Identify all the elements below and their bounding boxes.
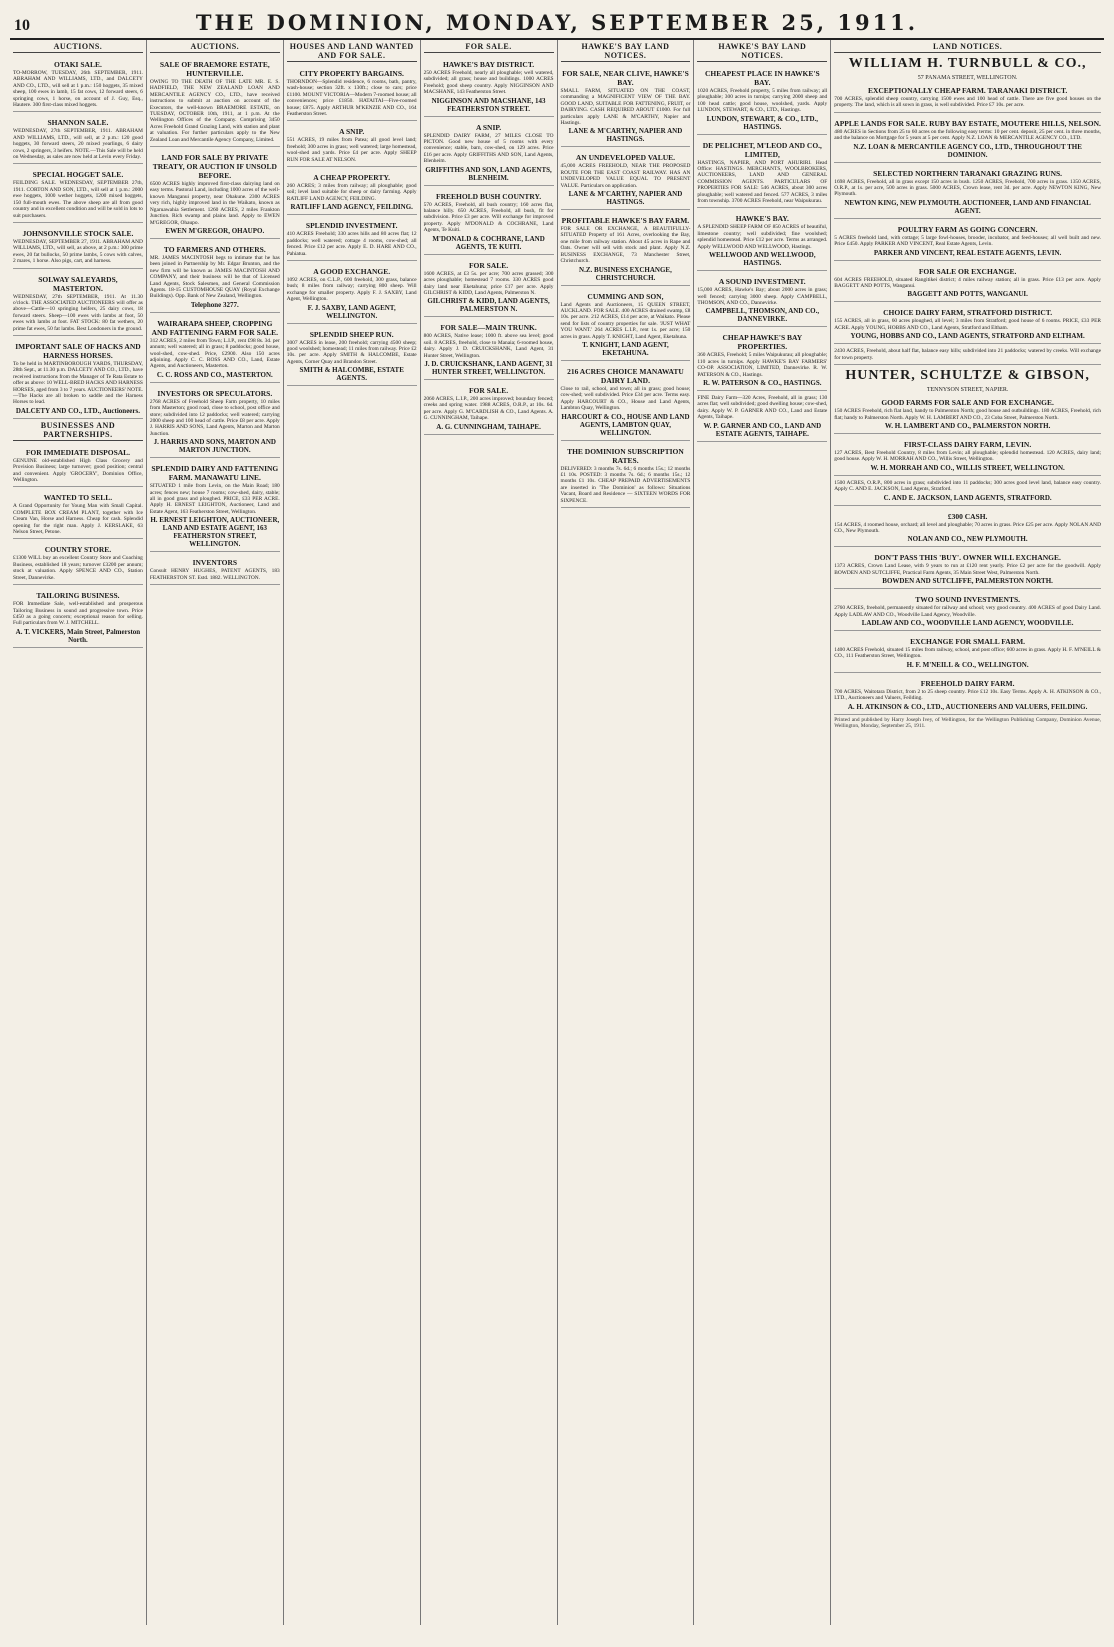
advertisement xyxy=(424,188,554,255)
publisher-imprint: Printed and published by Harry Joseph Ivey, of Wellington, for the Wellington Publishing Company, Dominion Avenue, Wellington, Monday, September 25, 1911. xyxy=(834,716,1101,729)
advertisement xyxy=(150,460,280,552)
column-header: FOR SALE. xyxy=(424,42,554,53)
ad-body-text: FOR Immediate Sale, well-established and prosperous Tailoring Business in sound and progressive town. Price £450 as a going concern; exceptional reason for selling. Full particulars from W. J. MITCHELL. xyxy=(13,601,143,627)
column-1 xyxy=(10,40,147,1625)
advertiser-banner: HUNTER, SCHULTZE & GIBSON, xyxy=(845,368,1090,384)
ad-heading: IMPORTANT SALE OF HACKS AND HARNESS HORSES. xyxy=(15,341,141,360)
ad-body-text: 312 ACRES, 2 miles from Town; L.I.P., rent £98 8s. 3d. per annum; well watered; all in grass; 8 paddocks; good house, wool-shed, cow-shed. Price, £2900. Also 150 acres adjoining. Apply C. C. ROSS AND CO., Land, Estate Agents, and Auctioneers, Masterton. xyxy=(149,337,280,370)
ad-body-text: 2760 ACRES, freehold, permanently situated for railway and school; very good country. 400 ACRES of good Dairy Land. Apply LADLAW AND CO., Woodville Land Agency, Woodville. xyxy=(834,605,1101,618)
ad-advertiser: F. J. SAXBY, LAND AGENT, WELLINGTON. xyxy=(307,303,396,320)
ad-advertiser: GILCHRIST & KIDD, LAND AGENTS, PALMERSTON N. xyxy=(427,297,550,314)
ad-advertiser: C. AND E. JACKSON, LAND AGENTS, STRATFORD. xyxy=(883,493,1052,502)
ad-advertiser: J. D. CRUICKSHANK, LAND AGENT, 31 HUNTER STREET, WELLINGTON. xyxy=(424,359,553,376)
ad-body-text: WEDNESDAY, 27th SEPTEMBER, 1911. At 11.30 o'clock. THE ASSOCIATED AUCTIONEERS will offer as above—Cattle—10 springing heifers, 25 dairy cows, 18 forward steers. Sheep—100 ewes with lambs at foot, 50 ewes with lambs at foot. FAT STOCK: 80 fat wethers, 20 prime fat ewes, 50 fat lambs. Best Londoners in the ground. xyxy=(13,293,143,332)
advertisement xyxy=(834,263,1101,303)
ad-body-text: 1092 ACRES, on C.L.P., 600 freehold, 300 grass, balance bush; 8 miles from railway; carrying 800 sheep. Will exchange for smaller property. Apply F. J. SAXBY, Land Agent, Wellington. xyxy=(286,276,417,303)
ad-advertiser: C. C. ROSS AND CO., MASTERTON. xyxy=(156,370,273,379)
advertisement xyxy=(287,123,417,167)
ad-advertiser: LADLAW AND CO., WOODVILLE LAND AGENCY, WOODVILLE. xyxy=(861,618,1074,627)
ad-body-text: FOR SALE OR EXCHANGE, A BEAUTIFULLY-SITUATED Property of 161 Acres, overlooking the Bay, one mile from railway station. About 45 acres in Rape and Oats. Owner will sell with stock and plant. Apply N.Z. BUSINESS EXCHANGE, 73 Manchester Street, Christchurch. xyxy=(560,226,691,265)
advertiser-address: TENNYSON STREET, NAPIER. xyxy=(926,387,1009,394)
ad-heading: TAILORING BUSINESS. xyxy=(36,591,120,601)
advertisement xyxy=(697,210,827,271)
advertisement xyxy=(287,326,417,387)
ad-heading: GOOD FARMS FOR SALE AND FOR EXCHANGE. xyxy=(881,398,1054,408)
advertisement xyxy=(13,225,143,269)
ad-heading: OTAKI SALE. xyxy=(54,60,102,69)
column-header: HOUSES AND LAND WANTED AND FOR SALE. xyxy=(287,42,417,62)
ad-body-text: 2768 ACRES of Freehold Sheep Farm property, 10 miles from Masterton; good road, close to school, post office and store; subdivided into 12 paddocks; well watered; carrying 2000 sheep and 100 head of cattle. Price £8 per acre. Apply J. HARRIS AND SONS, Land Agents, Marton and Marton Junction. xyxy=(149,398,280,437)
ad-body-text: 5 ACRES freehold land, with cottage; 5 large fowl-houses, brooder, incubator, and feed-houses; all well built and new. Price £450. Apply PARKER AND VINCENT, Real Estate Agents, Levin. xyxy=(834,234,1101,248)
columns xyxy=(10,40,1104,1625)
column-3 xyxy=(284,40,421,1625)
advertisement xyxy=(697,273,827,327)
ad-heading: HAWKE'S BAY DISTRICT. xyxy=(442,60,535,69)
advertisement xyxy=(13,587,143,648)
ad-body-text: 6500 ACRES highly improved first-class dairying land on easy terms. Pastoral Land, including 1000 acres of the well-known Manganui property, near Ohakune. 2300 ACRES very rich, highly improved land in the Waikato, known as Ngaruawahia Settlement. 1260 ACRES, 2 miles Frankton Junction. Rich swamp and plains land. Apply to EWEN M'GREGOR, Ohaupo. xyxy=(149,181,280,226)
ad-body-text: THORNDON—Splendid residence, 6 rooms, bath, pantry, wash-house; section 32ft. x 130ft.; close to cars; price £1100. MOUNT VICTORIA—Modern 7-roomed house; all conveniences; price £1850. HATAITAI—Five-roomed house; £875. Apply ARTHUR M'KENZIE AND CO., 164 Featherston Street. xyxy=(286,79,417,118)
ad-advertiser: J. HARRIS AND SONS, MARTON AND MARTON JUNCTION. xyxy=(153,438,276,455)
ad-advertiser: PARKER AND VINCENT, REAL ESTATE AGENTS, LEVIN. xyxy=(873,248,1062,257)
ad-advertiser: NIGGINSON AND MACSHANE, 143 FEATHERSTON STREET. xyxy=(431,96,546,113)
ad-advertiser: WELLWOOD AND WELLWOOD, HASTINGS. xyxy=(709,251,816,268)
advertisement xyxy=(13,541,143,585)
column-header: AUCTIONS. xyxy=(13,42,143,53)
ad-body-text: Consult HENRY HUGHES, PATENT AGENTS, 183 FEATHERSTON ST. Estd. 1882. WELLINGTON. xyxy=(149,568,280,581)
advertisement xyxy=(697,137,827,209)
ad-body-text: Land Agents and Auctioneers, 15 QUEEN STREET, AUCKLAND. FOR SALE. 400 ACRES drained swamp, £8 10s. per acre. 212 ACRES, £14 per acre, at Waikato. Please send for lists of country properties for sale. 'JUST WHAT YOU WANT.' 264 ACRES L.I.P., rent 1s. per acre; 150 acres in grass. Apply T. KNIGHT, Land Agent, Eketahuna. xyxy=(560,301,691,340)
ad-heading: CHOICE DAIRY FARM, STRATFORD DISTRICT. xyxy=(883,308,1053,318)
ad-heading: FREEHOLD DAIRY FARM. xyxy=(920,678,1015,688)
advertisement xyxy=(13,489,143,539)
ad-body-text: 15,000 ACRES, Hawke's Bay; about 2000 acres in grass; well fenced; carrying 3000 sheep. Apply CAMPBELL, THOMSON, AND CO., Dannevirke. xyxy=(697,287,828,306)
advertisement xyxy=(287,65,417,121)
ad-advertiser: BOWDEN AND SUTCLIFFE, PALMERSTON NORTH. xyxy=(882,577,1053,586)
ad-heading: CUMMING AND SON, xyxy=(587,291,664,301)
column-header: LAND NOTICES. xyxy=(834,42,1101,53)
ad-body-text: 1698 ACRES, Freehold, all in grass except 150 acres in bush. 1250 ACRES, Freehold, 700 acres in grass. 1350 ACRES, O.R.P., at 1s. per acre, 500 acres in grass. 5000 ACRES, Crown lease, rent 3d. per acre. Apply NEWTON KING, New Plymouth. xyxy=(834,178,1101,198)
ad-advertiser: NEWTON KING, NEW PLYMOUTH. AUCTIONEER, LAND AND FINANCIAL AGENT. xyxy=(844,198,1091,215)
ad-heading: TO FARMERS AND OTHERS. xyxy=(163,244,266,254)
ad-advertiser: NOLAN AND CO., NEW PLYMOUTH. xyxy=(907,535,1028,544)
ad-heading: SELECTED NORTHERN TARANAKI GRAZING RUNS. xyxy=(873,168,1063,178)
ad-heading: TWO SOUND INVESTMENTS. xyxy=(915,595,1021,605)
advertisement xyxy=(561,212,691,285)
column-2 xyxy=(147,40,284,1625)
ad-advertiser: GRIFFITHS AND SON, LAND AGENTS, BLENHEIM. xyxy=(425,165,552,182)
newspaper-title: THE DOMINION, MONDAY, SEPTEMBER 25, 1911. xyxy=(195,10,919,35)
ad-body-text: SITUATED 1 mile from Levin, on the Main Road; 180 acres; fences new; house 7 rooms; cow-shed, dairy, stable; all in good grass and ploughed. PRICE, £33 PER ACRE. Apply H. ERNEST LEIGHTON, Auctioneer, Land and Estate Agent, 163 Featherston Street, Wellington. xyxy=(149,483,280,515)
advertisement xyxy=(424,56,554,117)
ad-body-text: 150 ACRES Freehold, rich flat land, handy to Palmerston North; good house and outbuildings. 180 ACRES, Freehold, rich flat; handy to Palmerston North. Apply W. H. LAMBERT AND CO., 23 Coba Street, Palmerston North. xyxy=(834,408,1101,421)
advertisement xyxy=(697,393,827,442)
advertisement xyxy=(834,304,1101,344)
advertisement xyxy=(561,443,691,508)
advertisement xyxy=(834,436,1101,476)
ad-advertiser: W. H. LAMBERT AND CO., PALMERSTON NORTH. xyxy=(884,421,1051,430)
ad-body-text: 1020 ACRES, Freehold property, 5 miles from railway; all ploughable; 300 acres in turnips; carrying 2000 sheep and 100 head cattle; good house, woolshed, yards. Apply LUNDON, STEWART, & CO., LTD., Hastings. xyxy=(697,88,828,114)
ad-advertiser: SMITH & HALCOMBE, ESTATE AGENTS. xyxy=(299,366,404,383)
ad-heading: FIRST-CLASS DAIRY FARM, LEVIN. xyxy=(904,439,1032,449)
ad-body-text: OWING TO THE DEATH OF THE LATE MR. E. S. HADFIELD, THE NEW ZEALAND LOAN AND MERCANTILE AGENCY CO., LTD., have received instructions to submit at auction on account of the Executors, the well-known BRAEMORE ESTATE, on TUESDAY, OCTOBER 10th, 1911, at 1 p.m. At the Wellington Offices of the Company. Comprising 3450 Acres Freehold Grand Grazing Land, with station and plant at valuation. For further particulars apply to the New Zealand Loan and Mercantile Agency Company, Limited. xyxy=(149,79,280,143)
ad-body-text: 2060 ACRES, L.I.P., 200 acres improved; boundary fenced; creeks and spring water. 1988 ACRES, O.R.P., at 10s. 6d. per acre. Apply G. M'CARDLISH & CO., Land Agents. A. G. CUNNINGHAM, Taihape. xyxy=(423,395,554,422)
ad-advertiser: N.Z. LOAN & MERCANTILE AGENCY CO., LTD., THROUGHOUT THE DOMINION. xyxy=(853,142,1082,159)
ad-heading: HAWKE'S BAY. xyxy=(735,214,789,224)
ad-heading: EXCHANGE FOR SMALL FARM. xyxy=(910,636,1026,646)
ad-body-text: 3007 ACRES in lease, 200 freehold; carrying 4500 sheep; good woolshed; homestead; 11 miles from railway. Price £2 10s. per acre. Apply SMITH & HALCOMBE, Estate Agents, Corner Quay and Brandon Street. xyxy=(286,339,417,365)
ad-advertiser: DALCETY AND CO., LTD., Auctioneers. xyxy=(15,406,140,415)
ad-advertiser: LANE & M'CARTHY, NAPIER AND HASTINGS. xyxy=(568,127,683,144)
ad-heading: 216 ACRES CHOICE MANAWATU DAIRY LAND. xyxy=(567,366,684,385)
column-header: AUCTIONS. xyxy=(150,42,280,53)
ad-body-text: Close to rail, school, and town; all in grass; good house; cow-shed; well subdivided. Price £34 per acre. Terms easy. Apply HARCOURT & CO., House and Land Agents, Lambton Quay, Wellington. xyxy=(560,385,691,412)
advertisement xyxy=(834,221,1101,261)
ad-body-text: 1400 ACRES Freehold, situated 15 miles from railway, school, and post office; 600 acres in grass. Apply H. F. M'NEILL & CO., 111 Featherston Street, Wellington. xyxy=(834,646,1101,660)
ad-heading: SHANNON SALE. xyxy=(47,118,109,128)
ad-heading: CITY PROPERTY BARGAINS. xyxy=(299,69,404,78)
advertisement xyxy=(287,217,417,261)
ad-body-text: A Grand Opportunity for Young Man with Small Capital. COMPLETE BOX CREAM PLANT, together with Ice Cream Van, Horse and Harness. Cheap for cash. Splendid opening for the right man. Apply J. KERSLAKE, 63 Nelson Street, Petone. xyxy=(13,503,143,536)
ad-body-text: 127 ACRES, Best Freehold Country, 8 miles from Levin; all ploughable; splendid homestead. 120 ACRES, dairy land; good house. Apply W. H. MORRAH AND CO., Willis Street, Wellington. xyxy=(834,449,1101,463)
ad-body-text: 480 ACRES in Sections from 25 to 60 acres on the following easy terms: 10 per cent. deposit, 25 per cent. in three months, and the balance on Mortgage for 5 years at 5 per cent. Apply N.Z. LOAN & MERCANTILE AGENCY CO., LTD. xyxy=(834,128,1101,142)
column-5 xyxy=(558,40,695,1625)
ad-heading: SALE OF BRAEMORE ESTATE, HUNTERVILLE. xyxy=(159,60,270,78)
ad-heading: £300 CASH. xyxy=(947,511,988,521)
ad-advertiser: RATLIFF LAND AGENCY, FEILDING. xyxy=(290,203,413,212)
ad-heading: CHEAP HAWKE'S BAY PROPERTIES. xyxy=(722,333,803,352)
advertisement xyxy=(561,288,691,361)
ad-heading: FOR SALE OR EXCHANGE. xyxy=(918,266,1017,276)
column-4 xyxy=(421,40,558,1625)
ad-advertiser: LANE & M'CARTHY, NAPIER AND HASTINGS. xyxy=(568,190,683,207)
advertisement xyxy=(150,554,280,585)
ad-heading: APPLE LANDS FOR SALE. RUBY BAY ESTATE, MOUTERE HILLS, NELSON. xyxy=(834,118,1101,128)
advertiser-banner: WILLIAM H. TURNBULL & CO., xyxy=(848,56,1087,71)
advertisement xyxy=(834,165,1101,219)
advertisement xyxy=(150,315,280,383)
ad-advertiser: Telephone 3277. xyxy=(190,300,239,309)
ad-heading: CHEAPEST PLACE IN HAWKE'S BAY. xyxy=(704,69,820,87)
ad-heading: WANTED TO SELL. xyxy=(43,493,113,503)
ad-advertiser: A. H. ATKINSON & CO., LTD., AUCTIONEERS AND VALUERS, FEILDING. xyxy=(847,702,1088,711)
ad-heading: SOLWAY SALEYARDS, MASTERTON. xyxy=(38,274,118,293)
advertisement xyxy=(150,241,280,313)
ad-heading: A SOUND INVESTMENT. xyxy=(718,277,806,287)
ad-body-text: HASTINGS, NAPIER, AND PORT AHURIRI. Head Office: HASTINGS. MERCHANTS, WOOLBROKERS, AUCTIONEERS, LAND AND GENERAL COMMISSION AGENTS. PARTICULARS OF PROPERTIES FOR SALE: 546 ACRES, about 300 acres ploughable; well watered and fenced. 577 ACRES, 3 miles from township. 3700 ACRES Freehold, near Waipukurau. xyxy=(697,159,828,205)
ad-body-text: TO-MORROW, TUESDAY, 26th SEPTEMBER, 1911. ABRAHAM AND WILLIAMS, LTD., and DALCETY AND CO., LTD., will sell at 1 p.m.: 150 hoggets, 35 mixed sheep, 100 ewes in lamb, 15 fat cows, 12 forward steers, 6 springing cows, 1 horse, on account of J. Guy, Esq., Hautere. 300 first-class mixed hoggets. xyxy=(13,70,143,109)
ad-advertiser: N.Z. BUSINESS EXCHANGE, CHRISTCHURCH. xyxy=(579,265,672,282)
ad-body-text: A SPLENDID SHEEP FARM OF 850 ACRES of beautiful, limestone country; well subdivided; fine woolshed; splendid homestead. Price £12 per acre. Terms as arranged. Apply WELLWOOD AND WELLWOOD, Hastings. xyxy=(697,224,828,250)
ad-heading: FOR SALE—MAIN TRUNK. xyxy=(440,323,537,333)
advertisement xyxy=(834,82,1101,113)
advertisement xyxy=(13,56,143,112)
ad-body-text: 1500 ACRES, O.R.P., 800 acres in grass; subdivided into 11 paddocks; 300 acres good level land, balance easy country. Apply C. AND E. JACKSON, Land Agents, Stratford. xyxy=(834,479,1101,493)
advertisement xyxy=(834,115,1101,163)
ad-body-text: WEDNESDAY, 27th SEPTEMBER, 1911. ABRAHAM AND WILLIAMS, LTD., will sell, at 2 p.m.: 120 good hoggets, 30 forward steers, 20 mixed yearlings, 6 dairy cows, 2 springers, 3 heifers. NOTE.—This Sale will be held on Wednesday, as sales are now held at Levin every Friday. xyxy=(13,128,143,161)
advertisement xyxy=(13,166,143,222)
ad-heading: AN UNDEVELOPED VALUE. xyxy=(575,153,675,163)
ad-advertiser: YOUNG, HOBBS AND CO., LAND AGENTS, STRATFORD AND ELTHAM. xyxy=(850,332,1085,341)
ad-body-text: SPLENDID DAIRY FARM, 27 MILES CLOSE TO PICTON. Good new house of 5 rooms with every convenience; stable, barn, cow-shed, on 129 acres. Price £16 per acre. Apply GRIFFITHS AND SON, Land Agents, Blenheim. xyxy=(423,132,554,165)
advertisement xyxy=(424,382,554,435)
ad-body-text: 700 ACRES, splendid sheep country, carrying 1500 ewes and 100 head of cattle. There are five good houses on the property. The land, which is all sown in grass, is well subdivided. Price £7 10s. per acre. xyxy=(834,96,1101,109)
advertisement xyxy=(834,549,1101,589)
advertiser-address: 57 PANAMA STREET, WELLINGTON. xyxy=(917,75,1018,81)
ad-body-text: 2430 ACRES, Freehold, about half flat, balance easy hills; subdivided into 21 paddocks; watered by creeks. Will exchange for town property. xyxy=(834,348,1101,361)
ad-advertiser: W. H. MORRAH AND CO., WILLIS STREET, WELLINGTON. xyxy=(870,463,1065,472)
ad-heading: PROFITABLE HAWKE'S BAY FARM. xyxy=(561,216,690,226)
column-7 xyxy=(831,40,1104,1625)
advertisement xyxy=(697,65,827,135)
ad-body-text: WEDNESDAY, SEPTEMBER 27, 1911. ABRAHAM AND WILLIAMS, LTD., will sell, as above, at 2 p.m.: 300 prime ewes, 20 fat bullocks, 50 prime lambs, 5 cows with calves, 2 mares, 1 horse. Also pigs, cart, and harness. xyxy=(13,238,143,265)
advertisement xyxy=(561,65,691,147)
column-header: HAWKE'S BAY LAND NOTICES. xyxy=(561,42,691,62)
ad-heading: FOR SALE. xyxy=(468,385,509,395)
ad-body-text: 700 ACRES, Waitotara District, from 2 to 25 sheep country. Price £12 10s. Easy Terms. Apply A. H. ATKINSON & CO., LTD., Auctioneers and Valuers, Feilding. xyxy=(834,688,1101,702)
ad-body-text: 155 ACRES, all in grass, 60 acres ploughed, all level; 3 miles from Stratford; good house of 6 rooms. PRICE, £33 PER ACRE. Apply YOUNG, HOBBS AND CO., Land Agents, Stratford and Eltham. xyxy=(834,318,1101,331)
advertisement xyxy=(697,329,827,391)
ad-advertiser: W. P. GARNER AND CO., LAND AND ESTATE AGENTS, TAIHAPE. xyxy=(703,421,822,438)
ad-advertiser: A. T. VICKERS, Main Street, Palmerston North. xyxy=(15,627,141,644)
ad-advertiser: EWEN M'GREGOR, OHAUPO. xyxy=(165,226,265,235)
advertisement xyxy=(150,56,280,147)
advertisement xyxy=(424,257,554,318)
ad-heading: INVENTORS xyxy=(192,558,238,568)
advertisement xyxy=(13,114,143,164)
ad-heading: SPLENDID INVESTMENT. xyxy=(305,221,398,231)
ad-heading: COUNTRY STORE. xyxy=(44,545,112,555)
ad-heading: FOR SALE. xyxy=(468,260,509,270)
ad-advertiser: M'DONALD & COCHRANE, LAND AGENTS, TE KUITI. xyxy=(432,234,545,251)
ad-heading: A SNIP. xyxy=(339,127,365,137)
ad-heading: JOHNSONVILLE STOCK SALE. xyxy=(22,228,134,238)
advertisement xyxy=(834,394,1101,434)
ad-body-text: 551 ACRES, 19 miles from Patea; all good level land; freehold; 300 acres in grass; well watered; large homestead, wool-shed and yards. Price £4 per acre. Apply SHEEP RUN FOR SALE AT NELSON. xyxy=(286,137,417,163)
ad-body-text: GENUINE old-established High Class Grocery and Provision Business; large turnover; good position; central and convenient. Apply 'GROCERY', Dominion Office, Wellington. xyxy=(13,457,143,484)
section-header: BUSINESSES AND PARTNERSHIPS. xyxy=(13,421,143,441)
column-6 xyxy=(694,40,831,1625)
ad-heading: WAIRARAPA SHEEP, CROPPING AND FATTENING FARM FOR SALE. xyxy=(151,318,279,337)
advertisement xyxy=(834,591,1101,631)
ad-advertiser: H. F. M'NEILL & CO., WELLINGTON. xyxy=(906,660,1029,669)
ad-heading: A CHEAP PROPERTY. xyxy=(313,173,391,183)
ad-body-text: FEILDING SALE. WEDNESDAY, SEPTEMBER 27th, 1911. CORTON AND SON, LTD., will sell at 1 p.m.: 2000 ewe hoggets, 1000 wether hoggets, 1200 mixed hoggets, 150 full-mouth ewes. The above sheep are all from good country and in excellent condition and will be sold in lots to suit purchasers. xyxy=(13,180,143,219)
advertisement xyxy=(834,633,1101,673)
advertisement xyxy=(424,119,554,186)
ad-body-text: SMALL FARM, SITUATED ON THE COAST, commanding a MAGNIFICENT VIEW OF THE BAY. GOOD LAND, SUITABLE FOR FATTENING, FRUIT, or DAIRYING. CASH REQUIRED ABOUT £1000. For full particulars apply LANE & M'CARTHY, Napier and Hastings. xyxy=(560,88,691,127)
advertisement xyxy=(13,271,143,336)
ad-heading: FOR IMMEDIATE DISPOSAL. xyxy=(25,447,131,457)
advertisement xyxy=(834,478,1101,506)
ad-body-text: £1300 WILL buy an excellent Country Store and Coaching Business, established 18 years; turnover £3200 per annum; stock at valuation. Apply SPENCE AND CO., Station Street, Dannevirke. xyxy=(13,555,143,581)
ad-body-text: 800 ACRES, Native lease; 1000 ft. above sea level; good soil. 8 ACRES, freehold, close to Manaia; 6-roomed house, dairy. Apply J. D. CRUICKSHANK, Land Agent, 31 Hunter Street, Wellington. xyxy=(423,333,554,359)
ad-heading: FOR SALE, NEAR CLIVE, HAWKE'S BAY. xyxy=(562,69,689,87)
masthead xyxy=(10,10,1104,40)
ad-body-text: 45,000 ACRES FREEHOLD, NEAR THE PROPOSED ROUTE FOR THE EAST COAST RAILWAY. HAS AN UNDEVELOPED VALUE EQUAL TO PRESENT VALUE. Particulars on application. xyxy=(560,163,691,189)
ad-body-text: DELIVERED: 3 months 7s. 6d.; 6 months 15s.; 12 months £1 10s. POSTED: 3 months 7s. 6d.; 6 months 15s.; 12 months £1 10s. CHEAP PREPAID ADVERTISEMENTS are inserted in 'The Dominion' as follows: Situations Vacant, Board and Residence — SIXTEEN WORDS FOR SIXPENCE. xyxy=(560,465,691,504)
ad-heading: EXCEPTIONALLY CHEAP FARM. TARANAKI DISTRICT. xyxy=(867,86,1068,95)
ad-heading: INVESTORS OR SPECULATORS. xyxy=(157,388,273,398)
ad-body-text: FINE Dairy Farm—320 Acres, Freehold, all in grass; 130 acres flat; well subdivided; good dwelling house; cow-shed, dairy. Apply W. P. GARNER AND CO., Land and Estate Agents, Taihape. xyxy=(697,394,828,421)
ad-heading: DE PELICHET, M'LEOD AND CO., LIMITED, xyxy=(702,140,822,159)
ad-advertiser: BAGGETT AND POTTS, WANGANUI. xyxy=(907,290,1028,299)
ad-advertiser: T. KNIGHT, LAND AGENT, EKETAHUNA. xyxy=(582,340,669,357)
ad-heading: FREEHOLD BUSH COUNTRY. xyxy=(436,191,542,201)
ad-heading: SPLENDID DAIRY AND FATTENING FARM. MANAWATU LINE. xyxy=(151,464,279,483)
page-number: 10 xyxy=(14,17,30,34)
ad-body-text: 570 ACRES, Freehold, all bush country; 160 acres flat, balance hilly. 650 ACRES, Freehold, all bush, fit for subdivision. Price £3 per acre. Will exchange for improved property. Apply M'DONALD & COCHRANE, Land Agents, Te Kuiti. xyxy=(423,201,554,234)
ad-heading: A GOOD EXCHANGE. xyxy=(313,266,391,276)
ad-body-text: 360 ACRES, Freehold; 5 miles Waipukurau; all ploughable; 110 acres in turnips. Apply HAWKE'S BAY FARMERS' CO-OP. ASSOCIATION, LIMITED, Dannevirke. R. W. PATERSON & CO., Hastings. xyxy=(697,352,828,378)
advertisement xyxy=(834,346,1101,365)
ad-body-text: To be held in MARTINBOROUGH YARDS, THURSDAY, 28th Sept., at 11.30 p.m. DALCETY AND CO., LTD., have received instructions from the Manager of Te Rata Estate to offer as above: 10 WELL-BRED HACKS AND HARNESS HORSES, aged from 3 to 7 years. AUCTIONEERS' NOTE.—The Hacks are all broken to saddle and the Harness Horses to lead. xyxy=(13,360,143,406)
advertisement xyxy=(561,363,691,441)
ad-body-text: 154 ACRES, 4 roomed house, orchard; all level and ploughable; 70 acres in grass. Price £25 per acre. Apply NOLAN AND CO., New Plymouth. xyxy=(834,521,1101,534)
ad-body-text: 1373 ACRES, Crown Land Lease, with 9 years to run at £120 rent yearly. Price £2 per acre for the goodwill. Apply BOWDEN AND SUTCLIFFE, Practical Farm Agents, 35 Main Street West, Palmerston North. xyxy=(834,563,1101,576)
ad-body-text: 260 ACRES; 3 miles from railway; all ploughable; good soil; level land suitable for sheep or dairy farming. Apply RATLIFF LAND AGENCY, FEILDING. xyxy=(286,183,417,202)
advertisement xyxy=(13,338,143,419)
advertisement xyxy=(287,169,417,215)
ad-body-text: 604 ACRES FREEHOLD, situated Rangitikei district; 4 miles railway station; all in grass. Price £13 per acre. Apply BAGGETT AND POTTS, Wanganui. xyxy=(834,276,1101,290)
ad-heading: SPLENDID SHEEP RUN. xyxy=(309,329,394,339)
advertisement xyxy=(150,149,280,239)
advertisement xyxy=(834,675,1101,715)
ad-heading: SPECIAL HOGGET SALE. xyxy=(32,170,124,180)
ad-heading: DON'T PASS THIS 'BUY'. OWNER WILL EXCHANGE. xyxy=(874,553,1061,563)
ad-body-text: 1600 ACRES, at £3 5s. per acre; 700 acres grassed; 300 acres ploughable; homestead 7 rooms. 330 ACRES good dairy land near Eketahuna; price £17 per acre. Apply GILCHRIST & KIDD, Land Agents, Palmerston N. xyxy=(423,270,554,296)
ad-advertiser: HARCOURT & CO., HOUSE AND LAND AGENTS, LAMBTON QUAY, WELLINGTON. xyxy=(561,412,690,437)
ad-heading: THE DOMINION SUBSCRIPTION RATES. xyxy=(567,446,684,465)
ad-heading: A SNIP. xyxy=(475,122,502,132)
ad-body-text: 250 ACRES Freehold, nearly all ploughable; well watered, subdivided; all grass; house and buildings. 1000 ACRES Freehold; good sheep country. Apply NIGGINSON AND MACSHANE, 143 Featherston Street. xyxy=(423,70,554,96)
ad-heading: LAND FOR SALE BY PRIVATE TREATY, OR AUCTION IF UNSOLD BEFORE. xyxy=(152,153,277,181)
ad-advertiser: LUNDON, STEWART, & CO., LTD., HASTINGS. xyxy=(706,114,818,131)
ad-advertiser: H. ERNEST LEIGHTON, AUCTIONEER, LAND AND ESTATE AGENT, 163 FEATHERSTON STREET, WELLINGTON. xyxy=(150,516,280,549)
advertisement xyxy=(13,444,143,488)
advertisement xyxy=(424,319,554,380)
ad-body-text: 410 ACRES Freehold; 330 acres hills and 80 acres flat; 12 paddocks; well watered; cottage 4 rooms, cow-shed; all fenced. Price £12 per acre. Apply E. D. HARE AND CO., Pahiatua. xyxy=(286,231,417,257)
column-header: HAWKE'S BAY LAND NOTICES. xyxy=(697,42,827,62)
advertisement xyxy=(834,508,1101,548)
advertisement xyxy=(150,385,280,458)
ad-body-text: MR. JAMES MACINTOSH begs to intimate that he has been joined in Partnership by Mr. Edgar Brunton, and the new firm will be known as JAMES MACINTOSH AND COMPANY, and their business will be that of Licensed Land Agents, Stock Salesmen, and General Commission Agents. 18-15 CUSTOMHOUSE QUAY (Royal Exchange Buildings). Opp. Bank of New Zealand, Wellington. xyxy=(149,254,280,300)
advertisement xyxy=(561,149,691,210)
ad-advertiser: R. W. PATERSON & CO., HASTINGS. xyxy=(703,378,822,387)
ad-heading: POULTRY FARM AS GOING CONCERN. xyxy=(897,224,1038,234)
advertisement xyxy=(287,263,417,324)
ad-advertiser: CAMPBELL, THOMSON, AND CO., DANNEVIRKE. xyxy=(705,307,820,324)
ad-advertiser: A. G. CUNNINGHAM, TAIHAPE. xyxy=(436,422,541,431)
newspaper-page xyxy=(10,10,1104,1627)
